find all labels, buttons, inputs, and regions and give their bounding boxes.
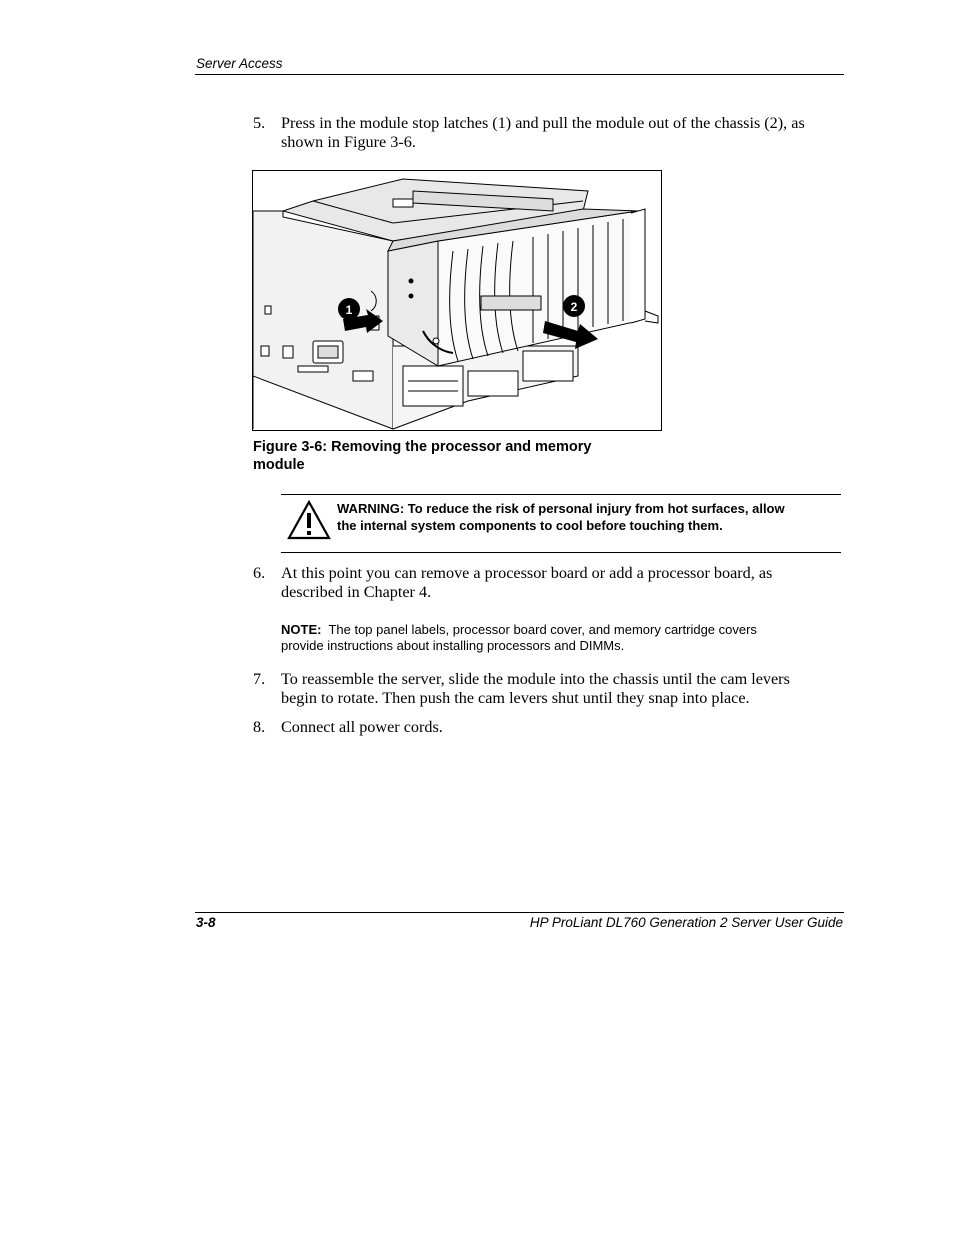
callout-1: 1 bbox=[345, 303, 353, 317]
step-number: 6. bbox=[253, 564, 266, 582]
callout-2: 2 bbox=[570, 300, 578, 314]
step-6 bbox=[253, 564, 853, 604]
step-text-line-1: Connect all power cords. bbox=[281, 718, 443, 736]
figure-caption bbox=[253, 438, 653, 474]
warning-rule-top bbox=[281, 494, 841, 495]
footer-title: HP ProLiant DL760 Generation 2 Server User Guide bbox=[529, 915, 843, 930]
note-label: NOTE: bbox=[281, 622, 322, 637]
running-header: Server Access bbox=[196, 56, 283, 71]
note-text-1: The top panel labels, processor board cover, and memory cartridge covers bbox=[321, 622, 757, 637]
step-text-line-1: At this point you can remove a processor board or add a processor board, as bbox=[281, 564, 773, 582]
step-text-line-1: Press in the module stop latches (1) and pull the module out of the chassis (2), as bbox=[281, 114, 805, 132]
step-text-line-2: described in Chapter 4. bbox=[281, 583, 432, 601]
note-block bbox=[281, 622, 821, 654]
note-line-1 bbox=[281, 622, 821, 638]
step-number: 7. bbox=[253, 670, 266, 688]
warning-rule-bottom bbox=[281, 552, 841, 553]
step-text-line-1: To reassemble the server, slide the module into the chassis until the cam levers bbox=[281, 670, 790, 688]
step-number: 5. bbox=[253, 114, 266, 132]
warning-line-1: WARNING: To reduce the risk of personal injury from hot surfaces, allow bbox=[337, 501, 785, 516]
step-text-line-2: begin to rotate. Then push the cam levers shut until they snap into place. bbox=[281, 689, 750, 707]
server-module-drawing bbox=[253, 171, 662, 431]
warning-line-2: the internal system components to cool before touching them. bbox=[337, 518, 723, 533]
warning-triangle-icon bbox=[287, 500, 331, 540]
caption-line-1: Figure 3-6: Removing the processor and memory bbox=[253, 439, 592, 455]
warning-text bbox=[337, 500, 837, 534]
footer-rule bbox=[195, 912, 844, 913]
step-7 bbox=[253, 670, 853, 710]
step-8 bbox=[253, 718, 853, 738]
step-number: 8. bbox=[253, 718, 266, 736]
figure-3-6-illustration bbox=[252, 170, 662, 431]
caption-line-2: module bbox=[253, 457, 305, 473]
header-rule bbox=[195, 74, 844, 75]
note-line-2: provide instructions about installing processors and DIMMs. bbox=[281, 638, 625, 653]
step-5 bbox=[253, 114, 853, 154]
step-text-line-2: shown in Figure 3-6. bbox=[281, 133, 416, 151]
page-number: 3-8 bbox=[196, 915, 216, 930]
